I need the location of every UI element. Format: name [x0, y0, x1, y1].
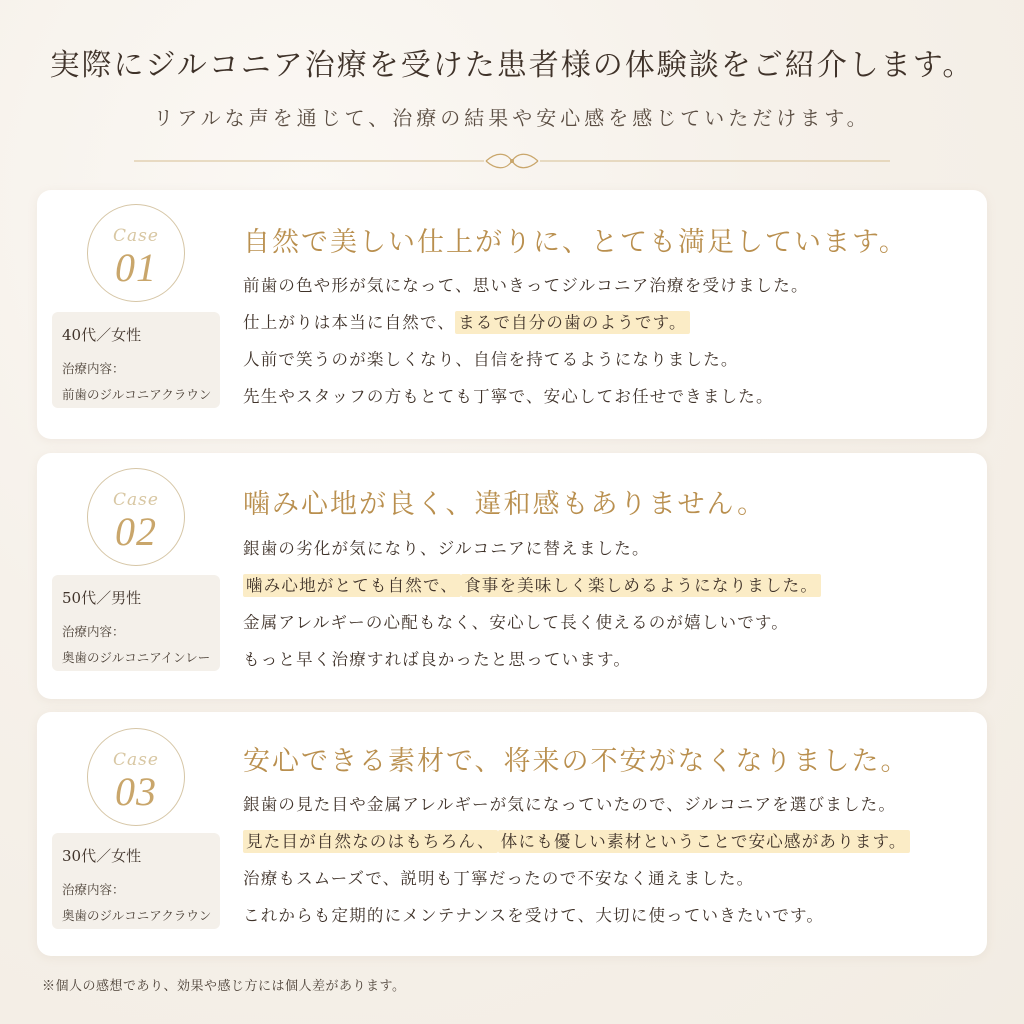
highlighted-text: まるで自分の歯のようです。 — [455, 311, 690, 334]
patient-info — [52, 575, 220, 671]
page-header — [0, 40, 1024, 131]
testimonial-line — [243, 347, 809, 384]
text-segment: 人前で笑うのが楽しくなり、自信を持てるようになりました。 — [243, 350, 739, 369]
case-badge — [52, 468, 220, 578]
text-segment: もっと早く治療すれば良かったと思っています。 — [243, 650, 632, 669]
page-headline: 実際にジルコニア治療を受けた患者様の体験談をご紹介します。 — [49, 48, 975, 83]
case-number: 03 — [115, 769, 157, 814]
text-segment: 銀歯の劣化が気になり、ジルコニアに替えました。 — [243, 539, 650, 558]
highlighted-text: 噛み心地がとても自然で、 — [243, 574, 461, 597]
testimonial-line — [243, 866, 910, 903]
text-segment: 仕上がりは本当に自然で、 — [243, 313, 456, 332]
treatment-detail: 奥歯のジルコニアインレー — [62, 650, 211, 665]
case-title: 安心できる素材で、将来の不安がなくなりました。 — [243, 746, 910, 777]
text-segment: 金属アレルギーの心配もなく、安心して長く使えるのが嬉しいです。 — [243, 613, 789, 632]
highlighted-text: 体にも優しい素材ということで安心感があります。 — [498, 830, 910, 853]
case-number: 02 — [115, 509, 157, 554]
testimonial-line — [243, 903, 910, 940]
treatment-label: 治療内容： — [62, 882, 125, 897]
testimonial-line — [243, 610, 821, 647]
testimonial-line — [243, 829, 910, 866]
treatment-detail: 奥歯のジルコニアクラウン — [62, 908, 212, 923]
testimonial-line — [243, 273, 809, 310]
case-word: Case — [113, 750, 159, 770]
text-segment: 銀歯の見た目や金属アレルギーが気になっていたので、ジルコニアを選びました。 — [243, 795, 897, 814]
highlighted-text: 見た目が自然なのはもちろん、 — [243, 830, 498, 853]
case-testimonial — [243, 273, 809, 421]
treatment-label: 治療内容： — [62, 361, 125, 376]
case-badge — [52, 728, 220, 838]
testimonial-line — [243, 647, 821, 684]
case-testimonial — [243, 792, 910, 940]
testimonial-line — [243, 310, 809, 347]
case-title: 噛み心地が良く、違和感もありません。 — [243, 489, 767, 520]
text-segment: これからも定期的にメンテナンスを受けて、大切に使っていきたいです。 — [243, 906, 825, 925]
highlighted-text: 食事を美味しく楽しめるようになりました。 — [461, 574, 821, 597]
page-subhead: リアルな声を通じて、治療の結果や安心感を感じていただけます。 — [153, 106, 871, 130]
patient-info — [52, 312, 220, 408]
testimonial-line — [243, 536, 821, 573]
case-number: 01 — [115, 245, 157, 290]
text-segment: 前歯の色や形が気になって、思いきってジルコニア治療を受けました。 — [243, 276, 809, 295]
treatment-detail: 前歯のジルコニアクラウン — [62, 387, 212, 402]
case-testimonial — [243, 536, 821, 684]
patient-profile: 40代／女性 — [62, 326, 142, 344]
patient-info — [52, 833, 220, 929]
text-segment: 先生やスタッフの方もとても丁寧で、安心してお任せできました。 — [243, 387, 774, 406]
text-segment: 治療もスムーズで、説明も丁寧だったので不安なく通えました。 — [243, 869, 755, 888]
case-title: 自然で美しい仕上がりに、とても満足しています。 — [243, 227, 908, 258]
case-word: Case — [113, 226, 159, 246]
disclaimer-footnote: ※個人の感想であり、効果や感じ方には個人差があります。 — [42, 979, 406, 994]
case-badge — [52, 204, 220, 314]
testimonial-line — [243, 792, 910, 829]
treatment-label: 治療内容： — [62, 624, 125, 639]
testimonial-line — [243, 384, 809, 421]
patient-profile: 30代／女性 — [62, 847, 142, 865]
ornament-divider — [134, 152, 890, 170]
patient-profile: 50代／男性 — [62, 589, 142, 607]
case-word: Case — [113, 490, 159, 510]
testimonial-line — [243, 573, 821, 610]
